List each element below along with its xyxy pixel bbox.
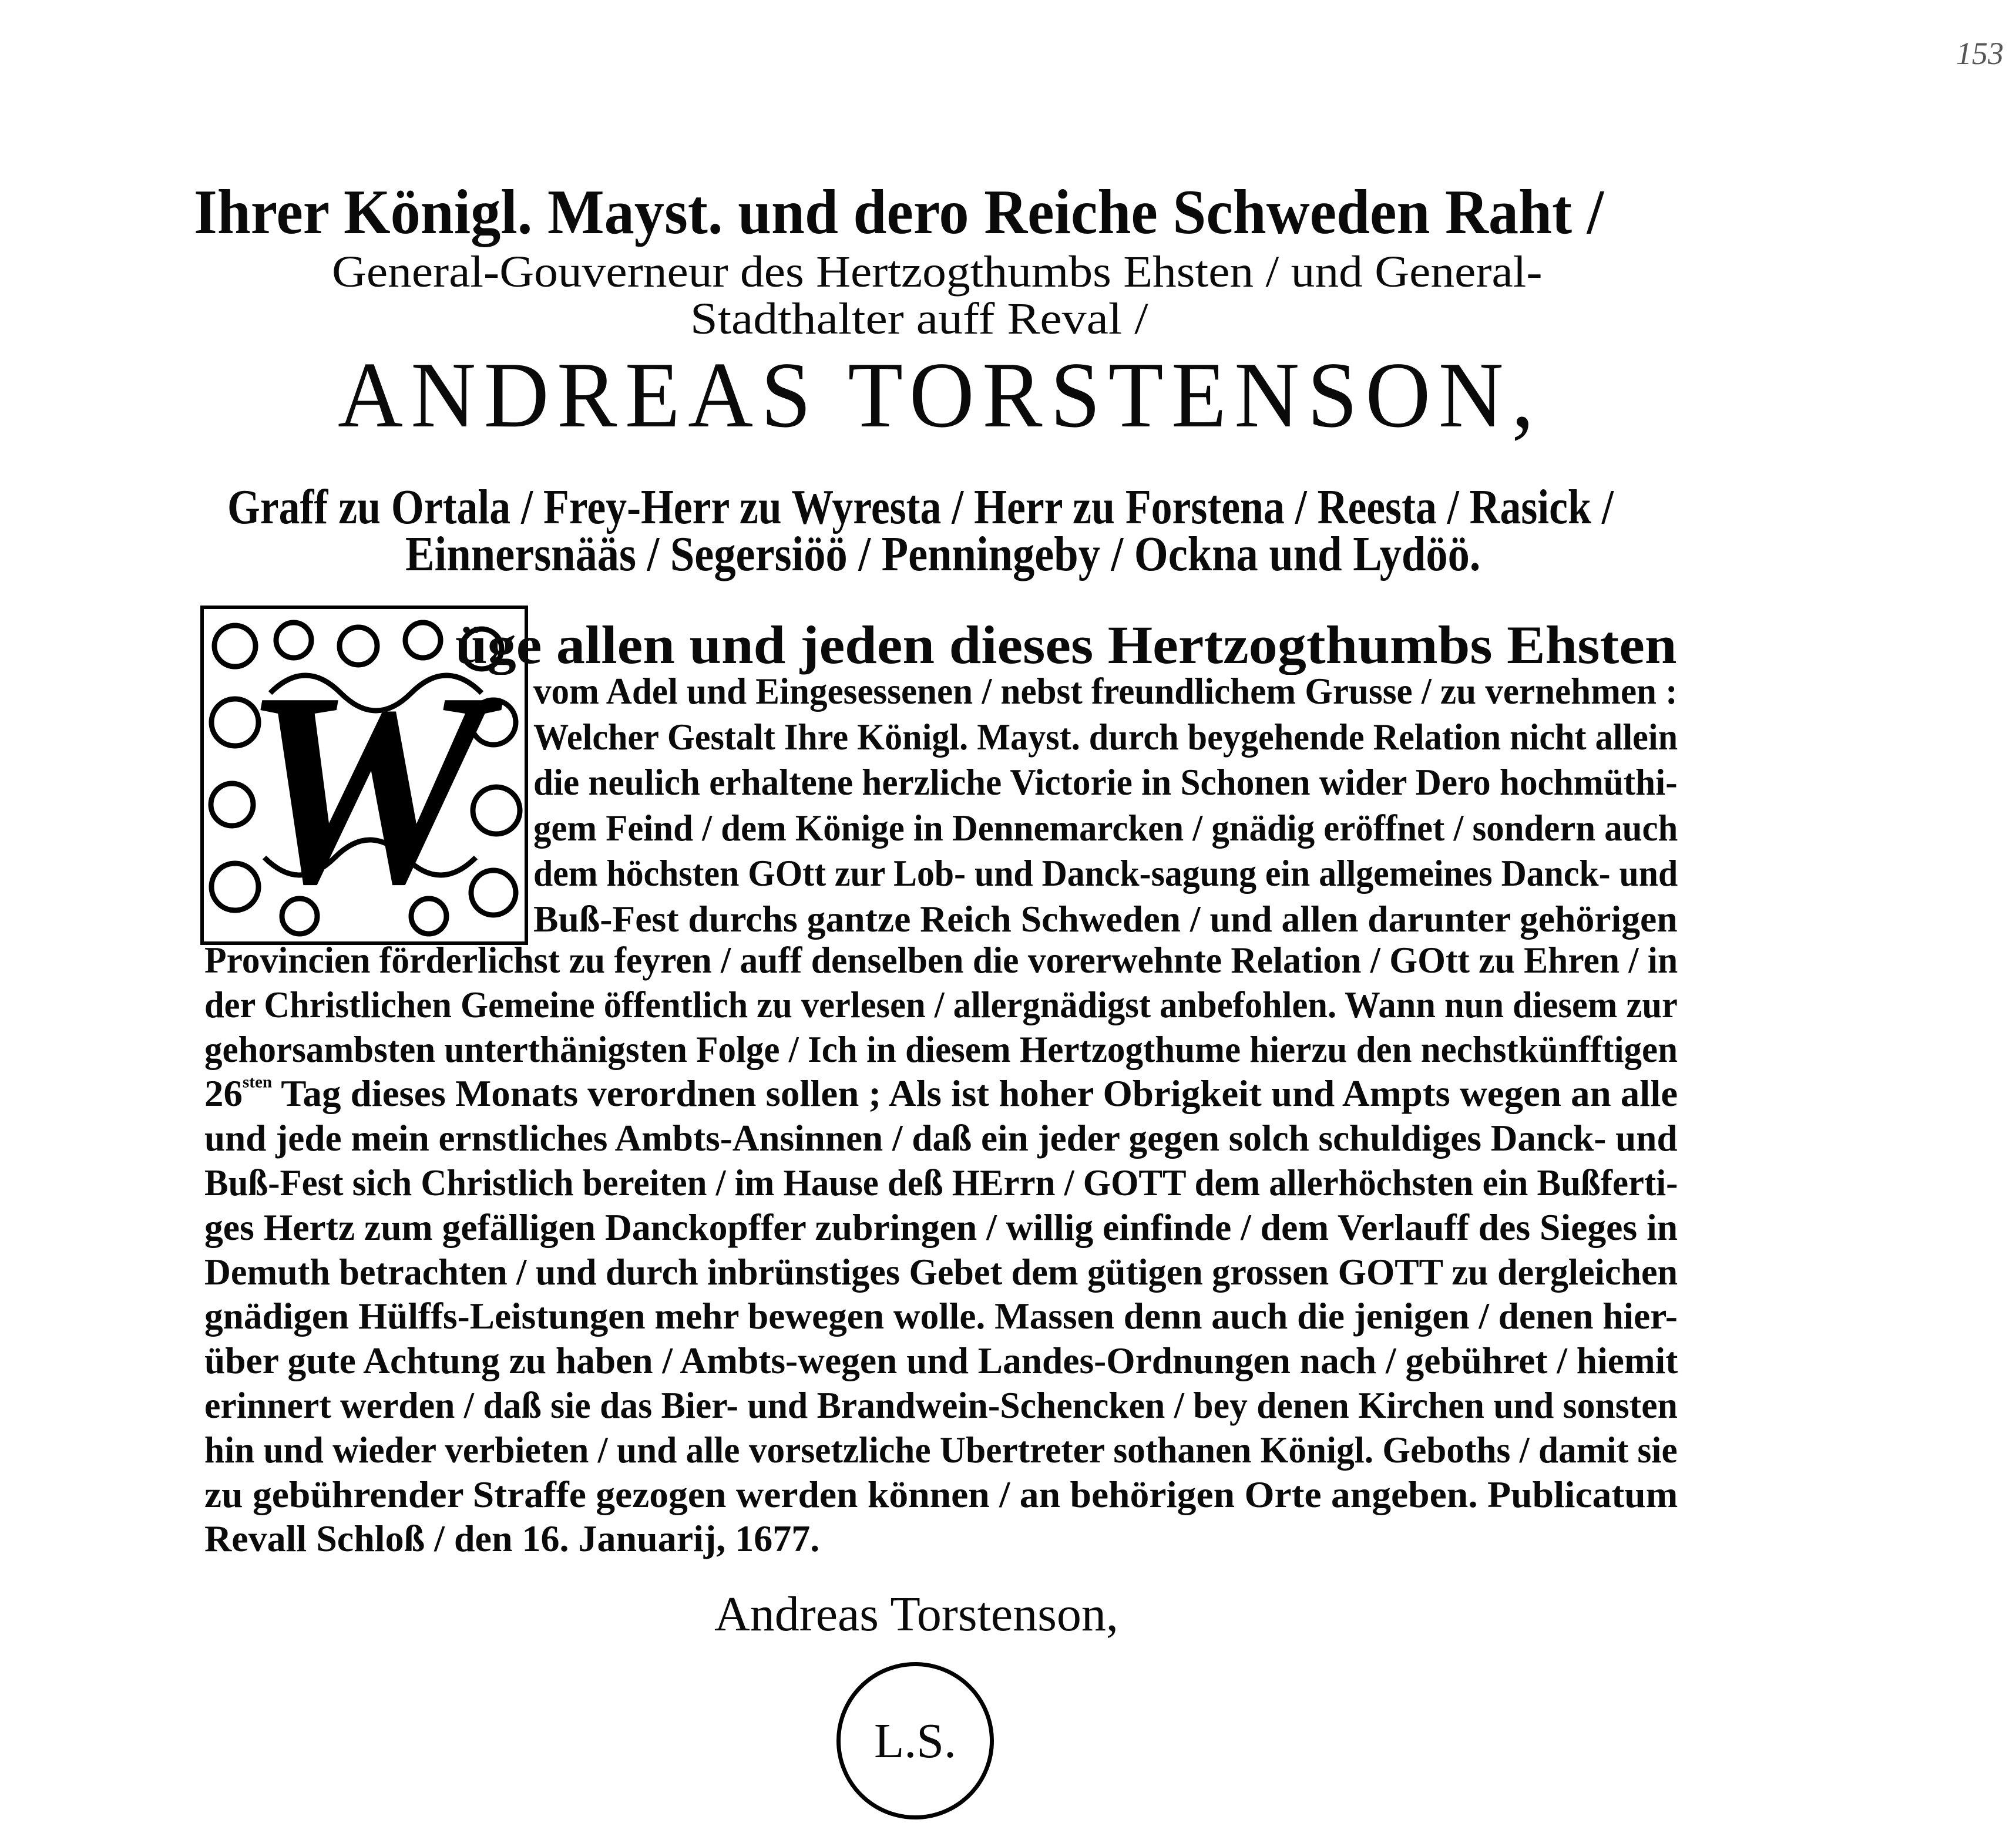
- body-line: [204, 1428, 1743, 1475]
- body-line: [204, 1028, 1750, 1075]
- header-title-line: [194, 176, 1681, 249]
- body-line: [204, 1250, 1723, 1297]
- body-line-text: vom Adel und Eingesessenen / nebst freundlichem Grusse / zu vernehmen :: [533, 670, 1678, 712]
- body-line-text: Revall Schloß / den 16. Januarij, 1677.: [204, 1518, 820, 1560]
- body-line: [204, 1384, 1733, 1431]
- body-line-text: die neulich erhaltene herzliche Victorie in Schonen wider Dero hochmüthi-: [533, 761, 1678, 803]
- titles-line-1: Graff zu Ortala / Frey-Herr zu Wyresta / Herr zu Forstena / Reesta / Rasick /: [227, 480, 1614, 534]
- body-line: [204, 1517, 819, 1564]
- body-line-text: dem höchsten GOtt zur Lob- und Danck-sagung ein allgemeines Danck- und: [533, 852, 1678, 894]
- body-line: [204, 1473, 1678, 1520]
- body-line-text: und jede mein ernstliches Ambts-Ansinnen / daß ein jeder gegen solch schuldiges Danck- und: [204, 1117, 1678, 1159]
- body-line-text: hin und wieder verbieten / und alle vorsetzliche Ubertreter sothanen Königl. Geboths / damit sie: [204, 1428, 1678, 1471]
- seal-text: L.S.: [873, 1713, 957, 1768]
- body-line-text: [204, 1072, 1678, 1115]
- header-line-1: Ihrer Königl. Mayst. und dero Reiche Schweden Raht /: [194, 177, 1604, 247]
- body-line: [204, 939, 1738, 986]
- day-number: 26: [204, 1072, 243, 1115]
- header-line-2: General-Gouverneur des Hertzogthumbs Ehsten / und General-: [332, 247, 1543, 297]
- body-line: [533, 761, 1730, 808]
- body-line-text: über gute Achtung zu haben / Ambts-wegen und Landes-Ordnungen nach / gebühret / hiemit: [204, 1340, 1678, 1382]
- body-line-text: gehorsambsten unterthänigsten Folge / Ich in diesem Hertzogthume hierzu den nechstkünfftigen: [204, 1028, 1678, 1070]
- body-line: [533, 715, 1750, 762]
- body-line-text: der Christlichen Gemeine öffentlich zu verlesen / allergnädigst anbefohlen. Wann nun diesem zur: [204, 983, 1678, 1025]
- body-line-text: üge allen und jeden dieses Hertzogthumbs Ehsten: [455, 615, 1677, 675]
- body-line-text: Buß-Fest durchs gantze Reich Schweden / und allen darunter gehörigen: [533, 898, 1678, 940]
- body-line: [533, 852, 1759, 899]
- body-line: [204, 1339, 1691, 1386]
- header-subtitle-cont: [690, 294, 1148, 345]
- body-line-text: gem Feind / dem Könige in Dennemarcken / gnädig eröffnet / sondern auch: [533, 806, 1678, 849]
- body-line-text: zu gebührender Straffe gezogen werden können / an behörigen Orte angeben. Publicatum: [204, 1473, 1678, 1515]
- header-subtitle: [332, 247, 1543, 298]
- body-line-text: Buß-Fest sich Christlich bereiten / im Hause deß HErrn / GOTT dem allerhöchsten ein Bußferti-: [204, 1162, 1678, 1203]
- name-title: ANDREAS TORSTENSON,: [338, 342, 1542, 447]
- body-line: [455, 614, 1677, 675]
- seal-locus-sigilli: [836, 1662, 994, 1819]
- name-heading: [338, 341, 1592, 449]
- line-rest: Tag dieses Monats verordnen sollen ; Als ist hoher Obrigkeit und Ampts wegen an alle: [281, 1072, 1678, 1115]
- drop-cap-letter: W: [241, 635, 487, 941]
- body-line: [533, 806, 1738, 853]
- body-line: [204, 1116, 1696, 1163]
- body-line: [204, 983, 1762, 1030]
- body-line-text: Provincien förderlichst zu feyren / auff denselben die vorerwehnte Relation / GOtt zu Ehren / in: [204, 939, 1678, 981]
- signature: Andreas Torstenson,: [714, 1587, 1118, 1642]
- page-number: 153: [1956, 36, 2004, 71]
- titles-line: [405, 526, 1618, 583]
- header-line-3: Stadthalter auff Reval /: [690, 294, 1148, 344]
- body-line: [533, 897, 1684, 944]
- body-line-text: erinnert werden / daß sie das Bier- und Brandwein-Schencken / bey denen Kirchen und sonsten: [204, 1384, 1678, 1426]
- body-line: [204, 1161, 1755, 1208]
- body-line-text: gnädigen Hülffs-Leistungen mehr bewegen wolle. Massen denn auch die jenigen / denen hier-: [204, 1295, 1678, 1337]
- day-suffix: sten: [242, 1072, 273, 1092]
- body-line-text: Demuth betrachten / und durch inbrünstiges Gebet dem gütigen grossen GOTT zu dergleichen: [204, 1250, 1678, 1293]
- titles-line-2: Einnersnääs / Segersiöö / Penningeby / Ockna und Lydöö.: [405, 527, 1481, 581]
- body-line-text: ges Hertz zum gefälligen Danckopffer zubringen / willig einfinde / dem Verlauff des Sieges in: [204, 1206, 1678, 1248]
- body-line: [204, 1294, 1695, 1341]
- body-line: [204, 1072, 1678, 1119]
- body-line: [204, 1206, 1686, 1253]
- body-line-text: Welcher Gestalt Ihre Königl. Mayst. durch beygehende Relation nicht allein: [533, 715, 1678, 758]
- body-line: [533, 670, 1733, 717]
